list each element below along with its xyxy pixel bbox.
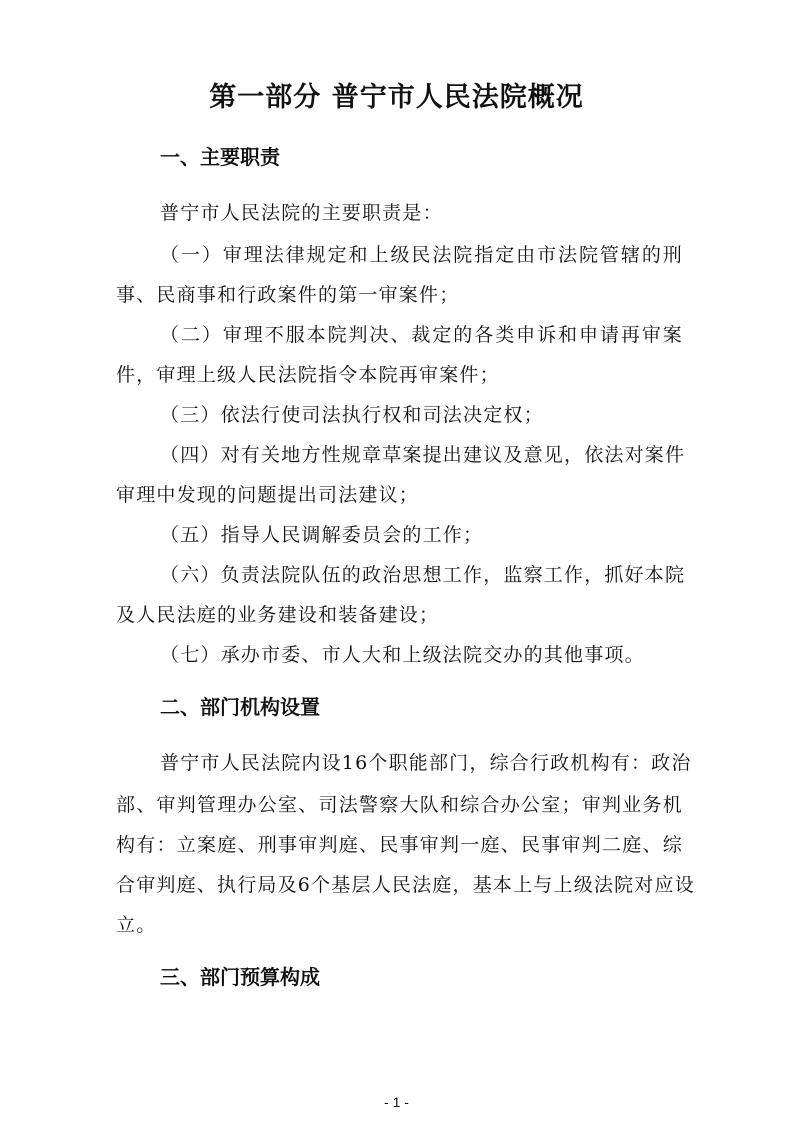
page-number: - 1 - xyxy=(384,1094,409,1110)
paragraph-line: 及人民法庭的业务建设和装备建设； xyxy=(116,604,440,626)
paragraph-line: 件，审理上级人民法院指令本院再审案件； xyxy=(116,364,500,386)
paragraph-line: （一）审理法律规定和上级民法院指定由市法院管辖的刑 xyxy=(160,244,683,266)
paragraph-line: （六）负责法院队伍的政治思想工作，监察工作，抓好本院 xyxy=(160,564,686,586)
paragraph-line: （五）指导人民调解委员会的工作； xyxy=(160,524,484,546)
paragraph-line: 合审判庭、执行局及6个基层人民法庭，基本上与上级法院对应设 xyxy=(116,874,695,896)
section-heading-main-duties: 一、主要职责 xyxy=(160,145,280,169)
paragraph-line: （四）对有关地方性规章草案提出建议及意见，依法对案件 xyxy=(160,444,686,466)
paragraph-line: 立。 xyxy=(116,914,157,936)
paragraph-line: 普宁市人民法院内设16个职能部门，综合行政机构有：政治 xyxy=(160,752,692,774)
paragraph-line: 事、民商事和行政案件的第一审案件； xyxy=(116,284,460,306)
section-heading-budget-composition: 三、部门预算构成 xyxy=(160,965,320,989)
page-title: 第一部分 普宁市人民法院概况 xyxy=(209,82,584,113)
paragraph-line: （三）依法行使司法执行权和司法决定权； xyxy=(160,404,544,426)
paragraph-line: 审理中发现的问题提出司法建议； xyxy=(116,484,420,506)
section-heading-department-setup: 二、部门机构设置 xyxy=(160,695,320,719)
paragraph-line: （七）承办市委、市人大和上级法院交办的其他事项。 xyxy=(160,644,645,666)
paragraph-line: 构有：立案庭、刑事审判庭、民事审判一庭、民事审判二庭、综 xyxy=(116,834,683,856)
paragraph-line: 普宁市人民法院的主要职责是： xyxy=(160,202,443,224)
paragraph-line: （二）审理不服本院判决、裁定的各类申诉和申请再审案 xyxy=(160,324,683,346)
paragraph-line: 部、审判管理办公室、司法警察大队和综合办公室；审判业务机 xyxy=(116,794,683,816)
